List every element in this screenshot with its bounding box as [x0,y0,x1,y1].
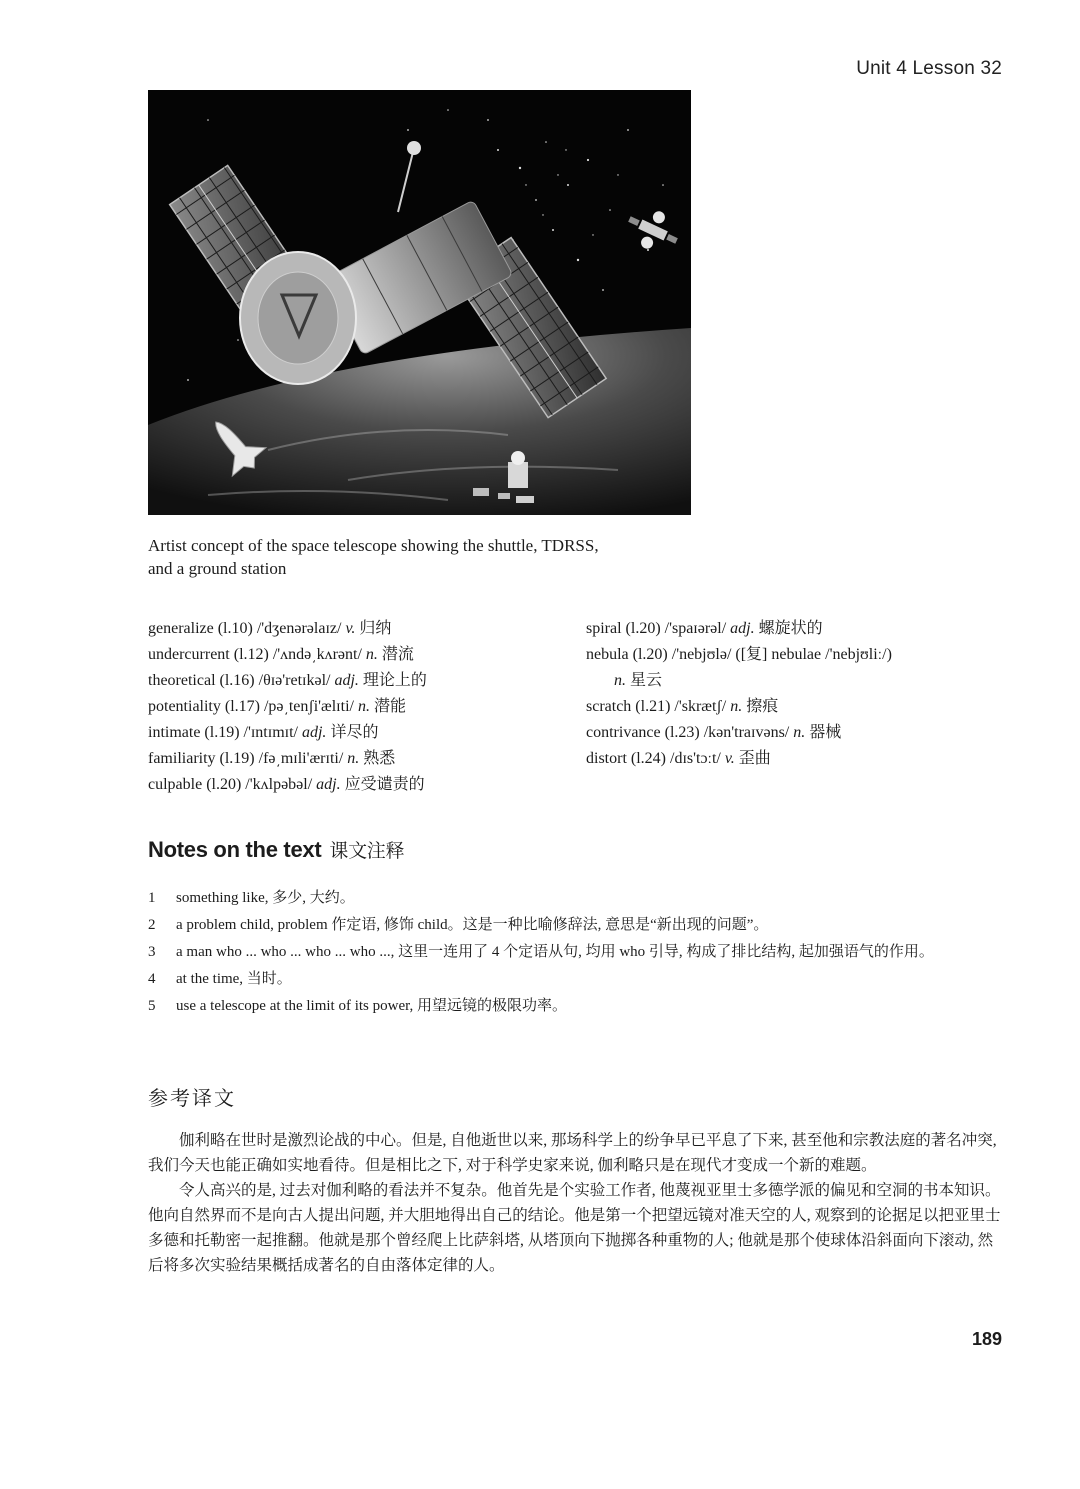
vocabulary-list-left [148,616,568,798]
caption-line: Artist concept of the space telescope showing the shuttle, TDRSS, [148,536,599,555]
note-text: use a telescope at the limit of its power, 用望远镜的极限功率。 [176,998,567,1014]
note-item [148,913,1018,937]
vocab-word: potentiality (l.17) /pə͵tenʃi'ælɪti/ [148,698,354,715]
page-number: 189 [971,1329,1002,1349]
vocab-word: scratch (l.21) /'skrætʃ/ [586,698,727,715]
vocab-pos: adj. [316,776,341,793]
notes-heading-cn: 课文注释 [329,840,405,862]
note-item [148,994,1018,1018]
vocab-entry [586,720,1026,746]
vocab-meaning: 潜流 [381,646,414,663]
reference-translation-heading: 参考译文 [148,1086,236,1110]
vocab-entry [586,616,1026,642]
vocab-word: contrivance (l.23) /kən'traɪvəns/ [586,724,790,741]
space-telescope-illustration [148,90,691,515]
vocab-word: familiarity (l.19) /fə͵mɪli'ærɪti/ [148,750,344,767]
vocab-meaning: 螺旋状的 [758,620,823,637]
note-number: 1 [148,890,156,906]
vocab-entry [148,694,568,720]
vocab-pos: n. [347,750,360,767]
antenna-dish [407,141,421,155]
vocab-entry [148,668,568,694]
vocab-meaning: 归纳 [359,620,392,637]
vocab-entry [148,746,568,772]
vocab-pos: adj. [334,672,359,689]
notes-heading-en: Notes on the text [148,837,322,862]
note-item [148,940,1018,964]
caption-line: and a ground station [148,559,287,578]
translation-paragraph: 令人高兴的是, 过去对伽利略的看法并不复杂。他首先是个实验工作者, 他蔑视亚里士多德学派的偏见和空洞的书本知识。他向自然界而不是向古人提出问题, 并大胆地得出自己的结论。他是第一个把望远镜对准天空的人, 观察到的论据足以把亚里士多德和托勒密一起推翻。他就是那个曾经爬上比萨斜塔, 从塔顶向下抛掷各种重物的人; 他就是那个使球体沿斜面向下滚动, 然后将多次实验结果概括成著名的自由落体定律的人。 [148,1182,1001,1274]
vocab-pos: n. [614,672,626,689]
vocab-word: intimate (l.19) /'ɪntɪmɪt/ [148,724,298,741]
notes-list [148,886,1018,1021]
note-text: a man who ... who ... who ... who ..., 这里一连用了 4 个定语从句, 均用 who 引导, 构成了排比结构, 起加强语气的作用。 [176,944,934,960]
vocab-entry [148,616,568,642]
vocab-meaning: 理论上的 [362,672,427,689]
vocab-word: nebula (l.20) /'nebjʊlə/ ([复] nebulae /'nebjʊliː/) [586,646,892,663]
vocab-word: culpable (l.20) /'kʌlpəbəl/ [148,776,313,793]
vocab-meaning: 详尽的 [330,724,379,741]
vocab-entry [586,694,1026,720]
vocab-word: spiral (l.20) /'spaɪərəl/ [586,620,727,637]
vocab-entry-continuation [586,668,1026,694]
note-text: something like, 多少, 大约。 [176,890,355,906]
vocab-word: undercurrent (l.12) /'ʌndə͵kʌrənt/ [148,646,362,663]
vocab-word: generalize (l.10) /'dʒenərəlaɪz/ [148,620,342,637]
note-number: 4 [148,971,156,987]
note-number: 2 [148,917,156,933]
vocab-entry [586,746,1026,772]
note-text: a problem child, problem 作定语, 修饰 child。这是一种比喻修辞法, 意思是“新出现的问题”。 [176,917,769,933]
vocab-word: distort (l.24) /dɪs'tɔːt/ [586,750,721,767]
vocab-word: theoretical (l.16) /θɪə'retɪkəl/ [148,672,331,689]
running-header: Unit 4 Lesson 32 [856,58,1002,79]
vocab-pos: n. [730,698,743,715]
vocab-pos: n. [357,698,370,715]
note-number: 3 [148,944,156,960]
vocab-pos: adj. [301,724,327,741]
vocab-pos: v. [724,750,735,767]
vocab-entry [148,772,568,798]
vocab-meaning: 器械 [809,724,842,741]
vocabulary-list-right [586,616,1026,772]
note-text: at the time, 当时。 [176,971,292,987]
note-item [148,886,1018,910]
vocab-meaning: 擦痕 [746,698,779,715]
figure-caption [148,534,708,580]
vocab-pos: n. [793,724,806,741]
note-number: 5 [148,998,156,1014]
vocab-pos: v. [345,620,356,637]
vocab-pos: adj. [730,620,755,637]
vocab-meaning: 星云 [630,672,663,689]
vocab-entry [586,642,1026,668]
reference-translation-body [148,1128,1006,1278]
vocab-meaning: 歪曲 [738,750,771,767]
vocab-entry [148,642,568,668]
vocab-meaning: 应受谴责的 [344,776,425,793]
note-item [148,967,1018,991]
vocab-pos: n. [365,646,378,663]
vocab-entry [148,720,568,746]
translation-paragraph: 伽利略在世时是激烈论战的中心。但是, 自他逝世以来, 那场科学上的纷争早已平息了下来, 甚至他和宗教法庭的著名冲突, 我们今天也能正确如实地看待。但是相比之下, 对于科学史家来说, 伽利略只是在现代才变成一个新的难题。 [148,1132,997,1174]
vocab-meaning: 熟悉 [363,750,396,767]
vocab-meaning: 潜能 [373,698,406,715]
notes-heading [148,836,404,863]
